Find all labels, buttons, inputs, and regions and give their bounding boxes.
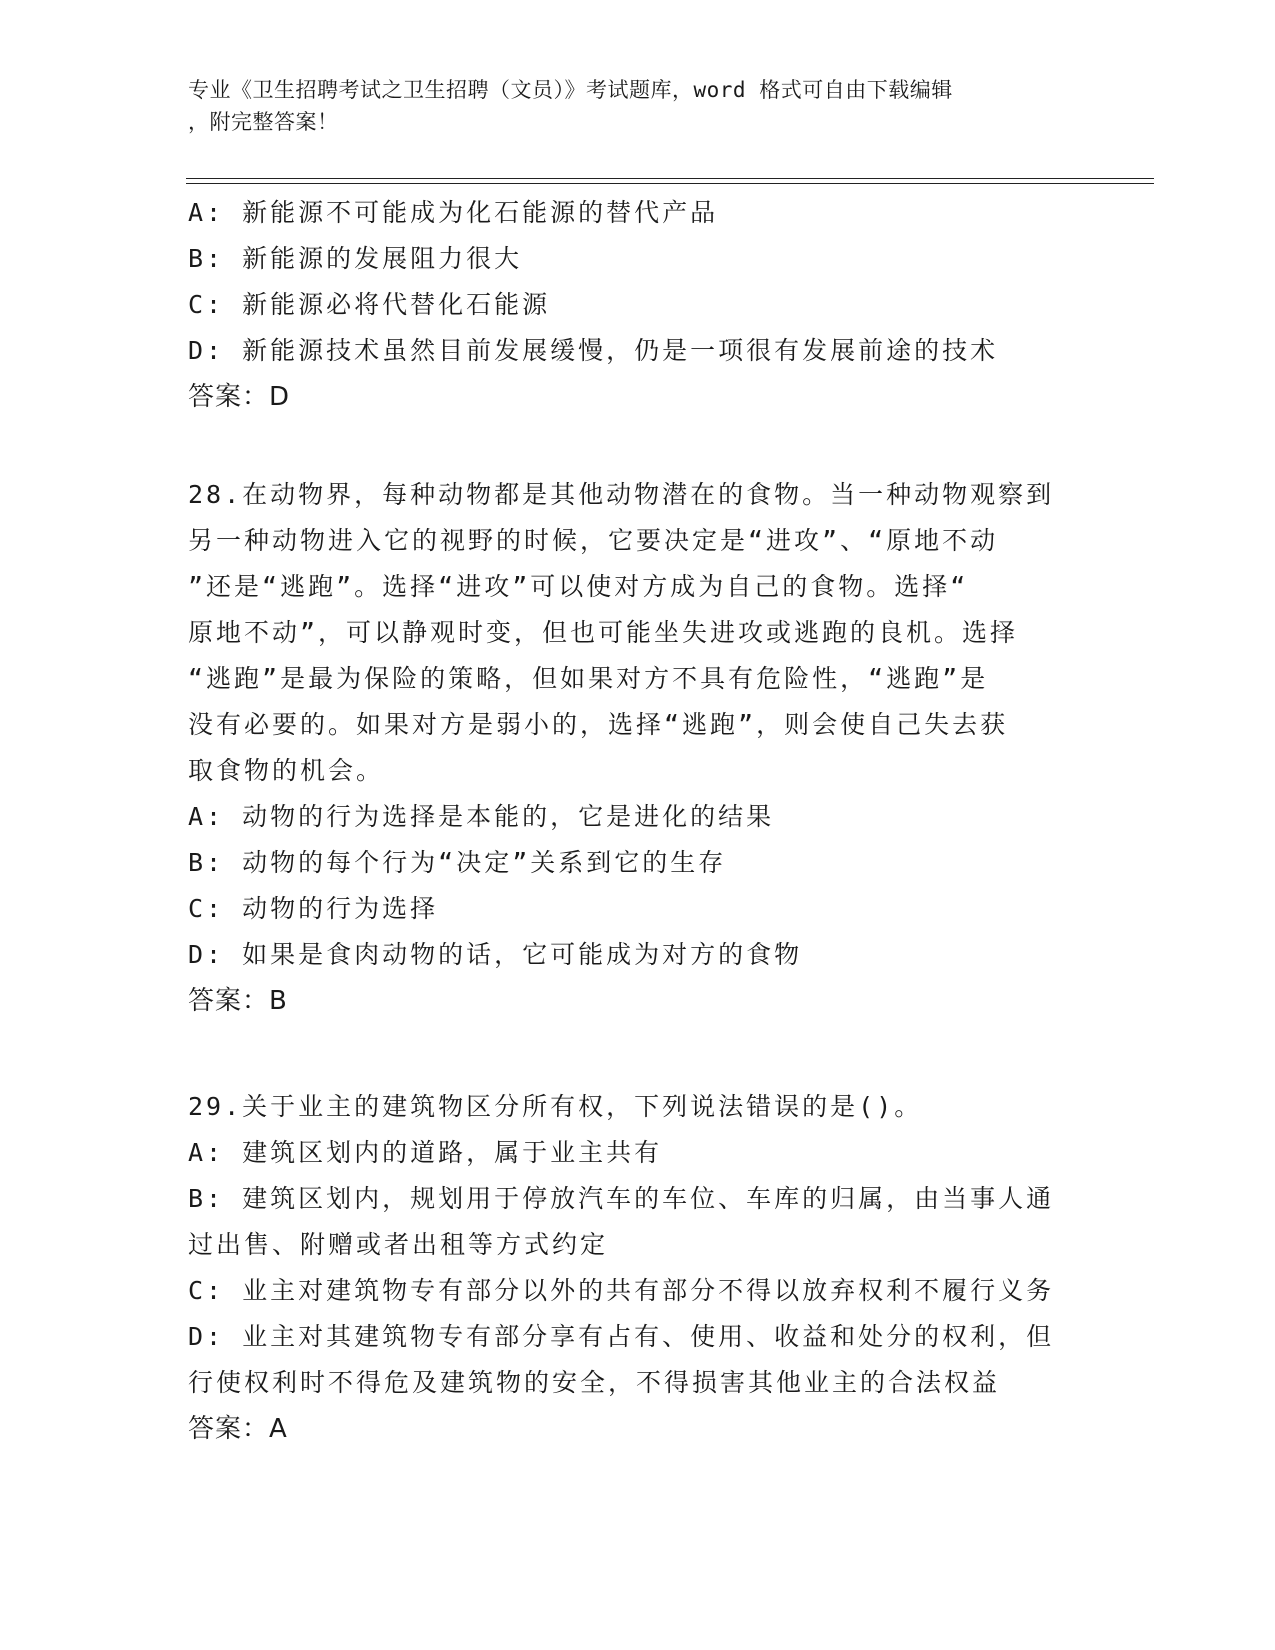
q28-stem-line: 没有必要的。如果对方是弱小的，选择“逃跑”，则会使自己失去获 (188, 710, 1009, 739)
q29-option-b: B: 建筑区划内，规划用于停放汽车的车位、车库的归属，由当事人通 (188, 1184, 1055, 1213)
header-divider-bottom (186, 183, 1154, 184)
q28-stem-line: “逃跑”是最为保险的策略，但如果对方不具有危险性，“逃跑”是 (188, 664, 989, 693)
question-list (188, 190, 1088, 1452)
q29-option-a: A: 建筑区划内的道路，属于业主共有 (188, 1138, 663, 1167)
question-29 (188, 1084, 1088, 1452)
q27-answer: 答案：D (188, 382, 291, 412)
q29-option-b-cont: 过出售、附赠或者出租等方式约定 (188, 1230, 609, 1259)
q27-option-a: A: 新能源不可能成为化石能源的替代产品 (188, 198, 719, 227)
q27-option-c: C: 新能源必将代替化石能源 (188, 290, 551, 319)
q29-option-d: D: 业主对其建筑物专有部分享有占有、使用、收益和处分的权利，但 (188, 1322, 1055, 1351)
q29-answer: 答案：A (188, 1414, 288, 1444)
q29-option-d-cont: 行使权利时不得危及建筑物的安全，不得损害其他业主的合法权益 (188, 1368, 1001, 1397)
q28-option-d: D: 如果是食肉动物的话，它可能成为对方的食物 (188, 940, 803, 969)
q28-option-a: A: 动物的行为选择是本能的，它是进化的结果 (188, 802, 775, 831)
q27-option-b: B: 新能源的发展阻力很大 (188, 244, 523, 273)
q28-answer: 答案：B (188, 986, 288, 1016)
header-line-1: 专业《卫生招聘考试之卫生招聘（文员）》考试题库，word 格式可自由下载编辑 (188, 78, 953, 102)
q28-stem-line: 28.在动物界，每种动物都是其他动物潜在的食物。当一种动物观察到 (188, 480, 1055, 509)
q28-option-c: C: 动物的行为选择 (188, 894, 439, 923)
question-28 (188, 472, 1088, 1024)
q28-stem-line: 另一种动物进入它的视野的时候，它要决定是“进攻”、“原地不动 (188, 526, 999, 555)
q28-stem-line: 原地不动”，可以静观时变，但也可能坐失进攻或逃跑的良机。选择 (188, 618, 1019, 647)
header-line-2: ，附完整答案！ (188, 110, 339, 134)
question-27 (188, 190, 1088, 420)
page-header (188, 74, 1088, 138)
q27-option-d: D: 新能源技术虽然目前发展缓慢，仍是一项很有发展前途的技术 (188, 336, 999, 365)
q28-option-b: B: 动物的每个行为“决定”关系到它的生存 (188, 848, 727, 877)
q28-stem-line: 取食物的机会。 (188, 756, 385, 785)
q28-stem-line: ”还是“逃跑”。选择“进攻”可以使对方成为自己的食物。选择“ (188, 572, 969, 601)
q29-stem: 29.关于业主的建筑物区分所有权，下列说法错误的是()。 (188, 1092, 923, 1121)
header-divider-top (186, 178, 1154, 179)
q29-option-c: C: 业主对建筑物专有部分以外的共有部分不得以放弃权利不履行义务 (188, 1276, 1055, 1305)
